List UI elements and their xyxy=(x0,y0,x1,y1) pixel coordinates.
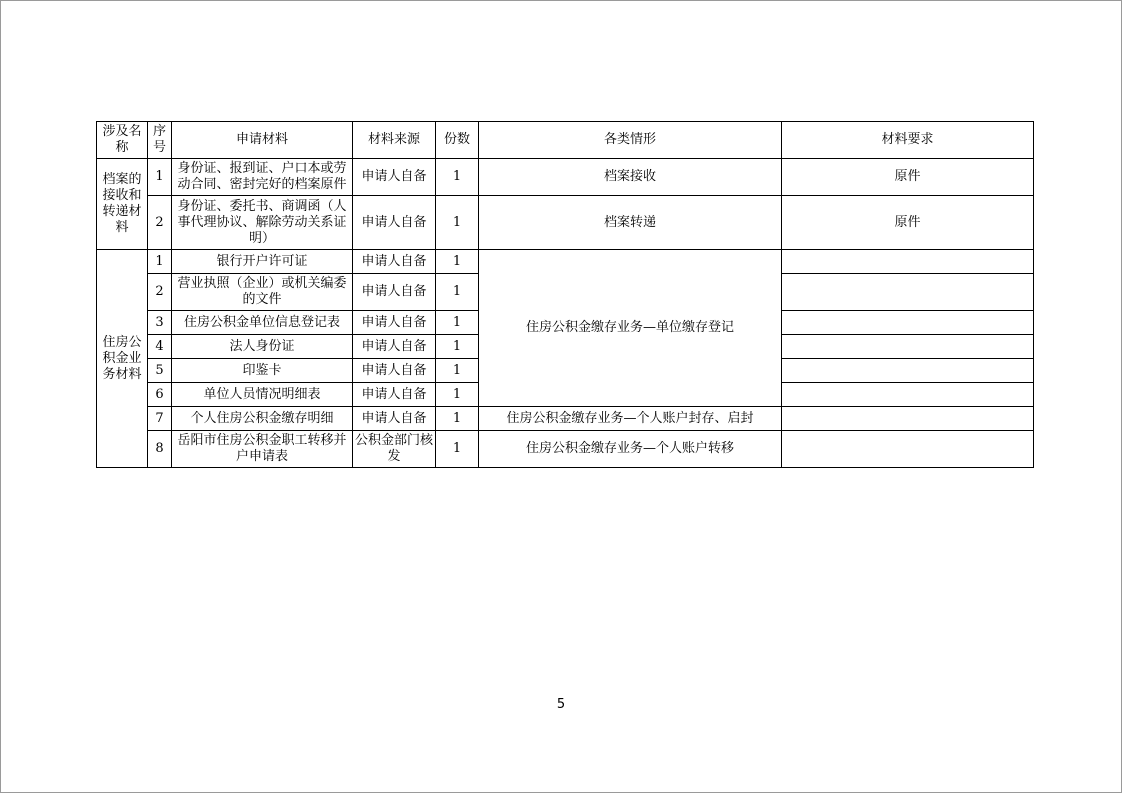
row-material: 住房公积金单位信息登记表 xyxy=(172,311,353,335)
row-requirement xyxy=(782,431,1034,468)
row-requirement xyxy=(782,407,1034,431)
row-no: 1 xyxy=(148,250,172,274)
row-source: 申请人自备 xyxy=(353,383,436,407)
row-requirement xyxy=(782,311,1034,335)
group-category: 档案的接收和转递材料 xyxy=(97,159,148,250)
row-material: 个人住房公积金缴存明细 xyxy=(172,407,353,431)
row-source: 公积金部门核发 xyxy=(353,431,436,468)
row-material: 营业执照（企业）或机关编委的文件 xyxy=(172,274,353,311)
row-requirement xyxy=(782,274,1034,311)
row-copies: 1 xyxy=(436,359,479,383)
row-requirement: 原件 xyxy=(782,159,1034,196)
table-row xyxy=(97,196,1034,250)
row-requirement xyxy=(782,383,1034,407)
row-source: 申请人自备 xyxy=(353,274,436,311)
row-material: 印鉴卡 xyxy=(172,359,353,383)
header-situation: 各类情形 xyxy=(479,122,782,159)
row-copies: 1 xyxy=(436,335,479,359)
row-no: 1 xyxy=(148,159,172,196)
row-requirement: 原件 xyxy=(782,196,1034,250)
row-source: 申请人自备 xyxy=(353,159,436,196)
row-copies: 1 xyxy=(436,431,479,468)
row-no: 8 xyxy=(148,431,172,468)
row-copies: 1 xyxy=(436,196,479,250)
row-source: 申请人自备 xyxy=(353,335,436,359)
row-material: 岳阳市住房公积金职工转移并户申请表 xyxy=(172,431,353,468)
row-copies: 1 xyxy=(436,383,479,407)
header-source: 材料来源 xyxy=(353,122,436,159)
row-source: 申请人自备 xyxy=(353,311,436,335)
row-requirement xyxy=(782,359,1034,383)
row-material: 身份证、报到证、户口本或劳动合同、密封完好的档案原件 xyxy=(172,159,353,196)
group-category: 住房公积金业务材料 xyxy=(97,250,148,468)
row-no: 3 xyxy=(148,311,172,335)
merged-situation: 住房公积金缴存业务—单位缴存登记 xyxy=(479,250,782,407)
row-copies: 1 xyxy=(436,250,479,274)
row-copies: 1 xyxy=(436,407,479,431)
row-copies: 1 xyxy=(436,159,479,196)
row-source: 申请人自备 xyxy=(353,359,436,383)
header-no: 序号 xyxy=(148,122,172,159)
row-source: 申请人自备 xyxy=(353,407,436,431)
row-material: 单位人员情况明细表 xyxy=(172,383,353,407)
row-copies: 1 xyxy=(436,311,479,335)
header-row xyxy=(97,122,1034,159)
row-source: 申请人自备 xyxy=(353,250,436,274)
materials-table xyxy=(96,121,1034,468)
row-no: 6 xyxy=(148,383,172,407)
table-row xyxy=(97,159,1034,196)
row-no: 4 xyxy=(148,335,172,359)
row-no: 2 xyxy=(148,196,172,250)
row-requirement xyxy=(782,250,1034,274)
row-no: 2 xyxy=(148,274,172,311)
row-no: 5 xyxy=(148,359,172,383)
table-row xyxy=(97,250,1034,274)
row-no: 7 xyxy=(148,407,172,431)
row-material: 身份证、委托书、商调函（人事代理协议、解除劳动关系证明） xyxy=(172,196,353,250)
row-situation: 档案接收 xyxy=(479,159,782,196)
header-copies: 份数 xyxy=(436,122,479,159)
row-situation: 住房公积金缴存业务—个人账户转移 xyxy=(479,431,782,468)
row-source: 申请人自备 xyxy=(353,196,436,250)
table-row xyxy=(97,407,1034,431)
row-material: 银行开户许可证 xyxy=(172,250,353,274)
header-material: 申请材料 xyxy=(172,122,353,159)
page-number: 5 xyxy=(556,697,566,712)
row-copies: 1 xyxy=(436,274,479,311)
row-situation: 住房公积金缴存业务—个人账户封存、启封 xyxy=(479,407,782,431)
row-requirement xyxy=(782,335,1034,359)
header-category: 涉及名称 xyxy=(97,122,148,159)
row-material: 法人身份证 xyxy=(172,335,353,359)
row-situation: 档案转递 xyxy=(479,196,782,250)
header-requirement: 材料要求 xyxy=(782,122,1034,159)
table-row xyxy=(97,431,1034,468)
